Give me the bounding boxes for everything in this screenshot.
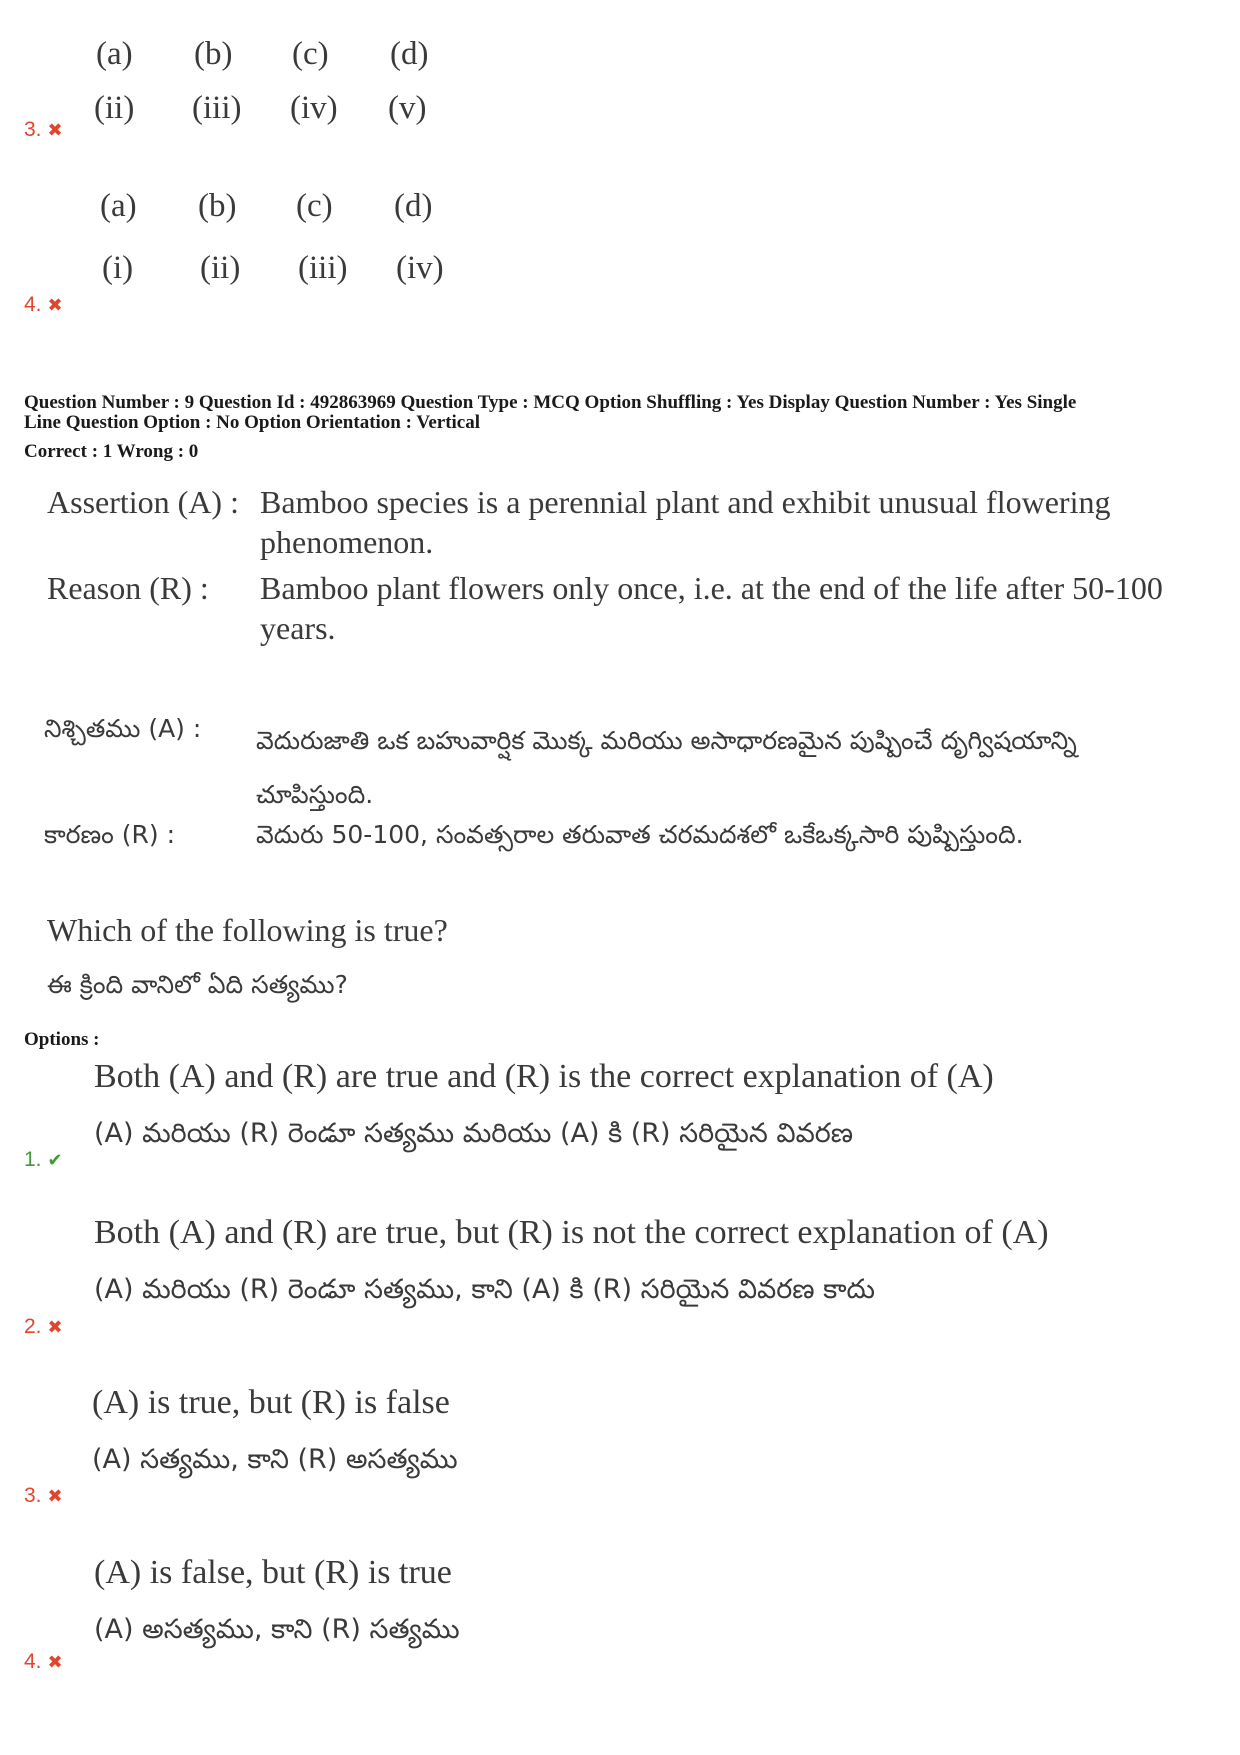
- option-4-te: (A) అసత్యము, కాని (R) సత్యము: [94, 1614, 460, 1645]
- question-prompt-en: Which of the following is true?: [47, 912, 448, 948]
- prev-option-3-grid-bottom: [94, 90, 486, 127]
- te-reason-label: కారణం (R) :: [44, 820, 176, 849]
- option-3-en: (A) is true, but (R) is false: [92, 1384, 450, 1421]
- grid-cell: (ii): [94, 90, 135, 126]
- grid-cell: (iii): [192, 90, 242, 126]
- grid-cell: (c): [292, 36, 329, 72]
- reason-text: [260, 568, 1200, 648]
- options-label: Options :: [24, 1029, 100, 1050]
- grid-cell: (v): [388, 90, 427, 126]
- assertion-text: [260, 482, 1200, 562]
- reason-text-line-2: years.: [260, 610, 336, 646]
- assertion-text-line-2: phenomenon.: [260, 524, 434, 560]
- grid-cell: (iv): [290, 90, 338, 126]
- option-3-te: (A) సత్యము, కాని (R) అసత్యము: [92, 1444, 458, 1475]
- grid-cell: (iii): [298, 250, 348, 286]
- grid-cell: (a): [96, 36, 133, 72]
- wrong-mark-icon: ✖: [47, 1317, 63, 1338]
- te-reason-text: వెదురు 50-100, సంవత్సరాల తరువాత చరమదశలో ఒకేఒక్కసారి పుష్పిస్తుంది.: [256, 820, 1024, 849]
- prev-option-4-number: [24, 293, 63, 317]
- question-meta-line-2: Line Question Option : No Option Orientation : Vertical: [24, 412, 481, 433]
- assertion-text-line-1: Bamboo species is a perennial plant and exhibit unusual flowering: [260, 484, 1111, 520]
- reason-label: Reason (R) :: [47, 570, 209, 606]
- te-assertion-text-line-2: చూపిస్తుంది.: [256, 780, 374, 809]
- option-2-en: Both (A) and (R) are true, but (R) is not the correct explanation of (A): [94, 1214, 1049, 1251]
- option-1-en: Both (A) and (R) are true and (R) is the correct explanation of (A): [94, 1058, 994, 1095]
- option-4-en: (A) is false, but (R) is true: [94, 1554, 452, 1591]
- prev-option-4-grid-bottom: [102, 250, 494, 287]
- grid-cell: (i): [102, 250, 134, 286]
- option-number: 3.: [24, 118, 42, 141]
- prev-option-3-number: [24, 118, 63, 142]
- wrong-mark-icon: ✖: [47, 1652, 63, 1673]
- option-1-te: (A) మరియు (R) రెండూ సత్యము మరియు (A) కి (R) సరియైన వివరణ: [94, 1118, 854, 1149]
- wrong-mark-icon: ✖: [47, 295, 63, 316]
- option-number: 4.: [24, 1650, 42, 1673]
- option-2-number[interactable]: [24, 1315, 63, 1339]
- option-3-number[interactable]: [24, 1484, 63, 1508]
- te-assertion-text: [256, 714, 1206, 822]
- option-1-number[interactable]: [24, 1148, 63, 1172]
- assertion-label: Assertion (A) :: [47, 484, 239, 520]
- option-number: 4.: [24, 293, 42, 316]
- prev-option-3-grid-top: [96, 36, 488, 73]
- grid-cell: (ii): [200, 250, 241, 286]
- option-number: 1.: [24, 1148, 42, 1171]
- grid-cell: (d): [394, 188, 433, 224]
- grid-cell: (b): [198, 188, 237, 224]
- question-meta-line-1: Question Number : 9 Question Id : 492863969 Question Type : MCQ Option Shuffling : Yes Display Question Number : Yes Single: [24, 392, 1077, 413]
- question-meta: [24, 393, 1224, 433]
- grid-cell: (a): [100, 188, 137, 224]
- correct-check-icon: ✔: [47, 1150, 63, 1171]
- te-assertion-text-line-1: వెదురుజాతి ఒక బహువార్షిక మొక్క మరియు అసాధారణమైన పుష్పించే దృగ్విషయాన్ని: [256, 726, 1077, 755]
- option-4-number[interactable]: [24, 1650, 63, 1674]
- prev-option-4-grid-top: [100, 188, 492, 225]
- option-2-te: (A) మరియు (R) రెండూ సత్యము, కాని (A) కి (R) సరియైన వివరణ కాదు: [94, 1274, 875, 1305]
- reason-text-line-1: Bamboo plant flowers only once, i.e. at the end of the life after 50-100: [260, 570, 1163, 606]
- question-prompt-te: ఈ క్రింది వానిలో ఏది సత్యము?: [47, 970, 348, 999]
- grid-cell: (c): [296, 188, 333, 224]
- grid-cell: (b): [194, 36, 233, 72]
- option-number: 2.: [24, 1315, 42, 1338]
- te-assertion-label: నిశ్చితము (A) :: [44, 714, 202, 743]
- option-number: 3.: [24, 1484, 42, 1507]
- grid-cell: (iv): [396, 250, 444, 286]
- question-marks: Correct : 1 Wrong : 0: [24, 441, 199, 462]
- grid-cell: (d): [390, 36, 429, 72]
- wrong-mark-icon: ✖: [47, 120, 63, 141]
- wrong-mark-icon: ✖: [47, 1486, 63, 1507]
